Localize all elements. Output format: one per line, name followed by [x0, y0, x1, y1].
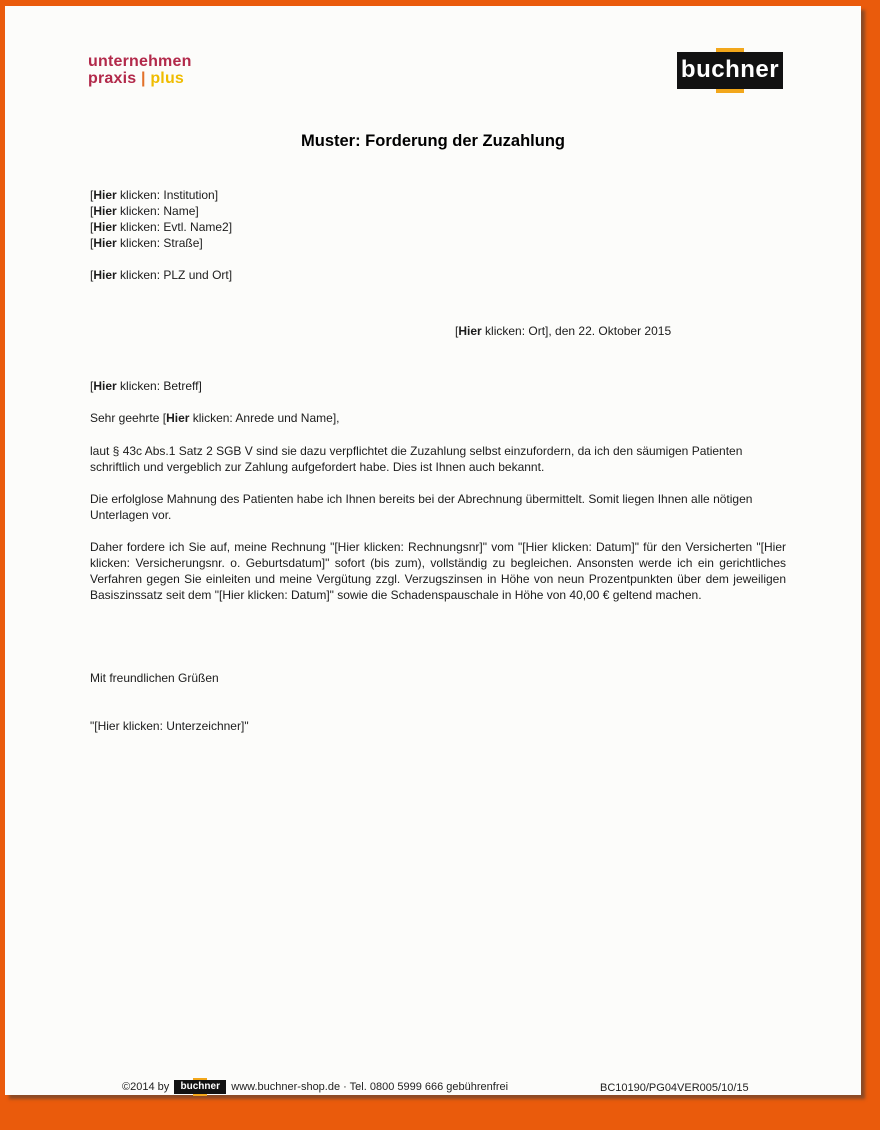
buchner-footer-logo: [174, 1080, 226, 1094]
footer-logo-text: buchner: [174, 1080, 226, 1094]
placeholder-anrede-name[interactable]: Hier: [166, 411, 190, 425]
letter-title: Muster: Forderung der Zuzahlung: [301, 132, 565, 150]
placeholder-rechnungsnr[interactable]: "[Hier klicken: Rechnungsnr]": [330, 540, 488, 554]
placeholder-ort-date[interactable]: [Hier klicken: Ort], den 22. Oktober 2015: [455, 324, 672, 338]
brand-plus: plus: [145, 70, 185, 87]
p3-text: Daher fordere ich Sie auf, meine Rechnung: [90, 540, 331, 554]
unternehmen-praxis-plus-logo: [88, 53, 192, 87]
p3-text: sowie die Schadenspauschale in Höhe von 40,00 € geltend machen.: [333, 588, 702, 602]
placeholder-unterzeichner[interactable]: "[Hier klicken: Unterzeichner]": [90, 719, 249, 733]
placeholder-datum-2[interactable]: "[Hier klicken: Datum]": [214, 588, 334, 602]
placeholder-name2[interactable]: [Hier klicken: Evtl. Name2]: [90, 220, 233, 234]
brand-line1: unternehmen: [88, 53, 192, 70]
p3-text: für den Versicherten: [638, 540, 757, 554]
closing-line: Mit freundlichen Grüßen: [90, 671, 219, 685]
footer-document-code: BC10190/PG04VER005/10/15: [600, 1082, 749, 1094]
recipient-block: [90, 187, 786, 251]
footer-contact: www.buchner-shop.de · Tel. 0800 5999 666 gebührenfrei: [231, 1081, 509, 1093]
body-paragraph-2: Die erfolglose Mahnung des Patienten habe ich Ihnen bereits bei der Abrechnung übermittelt. Somit liegen Ihnen alle nötigen Unterlagen vor.: [90, 492, 753, 522]
placeholder-plz-ort[interactable]: [Hier klicken: PLZ und Ort]: [90, 268, 233, 282]
placeholder-strasse[interactable]: [Hier klicken: Straße]: [90, 236, 203, 250]
footer-copyright: ©2014 by: [122, 1081, 170, 1093]
placeholder-versicherungsnr[interactable]: "[Hier klicken: Versicherungsnr. o. Geburtsdatum]": [90, 540, 787, 570]
p3-text: vom: [487, 540, 519, 554]
placeholder-betreff[interactable]: [Hier klicken: Betreff]: [90, 379, 202, 393]
buchner-logo: [677, 52, 783, 89]
brand-line2: praxis | plus: [88, 70, 185, 87]
letter-page: [5, 6, 861, 1095]
p3-text: sofort (bis zum), vollständig zu begleichen. Ansonsten werde ich ein gerichtliches Verfahren gegen Sie einleiten und meine Vergütung zzgl. Verzugszinsen in Höhe von neun Prozentpunkten über dem jeweiligen Basiszinssatz seit dem: [90, 556, 786, 602]
footer: [5, 1080, 861, 1100]
body-paragraph-3: [90, 539, 786, 603]
brand-pipe: |: [141, 70, 146, 87]
buchner-logo-text: buchner: [677, 52, 783, 89]
body-paragraph-1: laut § 43c Abs.1 Satz 2 SGB V sind sie dazu verpflichtet die Zuzahlung selbst einzufordern, da ich den säumigen Patienten schriftlich und vergeblich zur Zahlung aufgefordert habe. Dies ist Ihnen auch bekannt.: [90, 444, 743, 474]
placeholder-datum-1[interactable]: "[Hier klicken: Datum]": [518, 540, 639, 554]
placeholder-institution[interactable]: [Hier klicken: Institution]: [90, 188, 219, 202]
placeholder-name[interactable]: [Hier klicken: Name]: [90, 204, 199, 218]
salutation: Sehr geehrte [Hier klicken: Anrede und Name],: [90, 411, 340, 425]
